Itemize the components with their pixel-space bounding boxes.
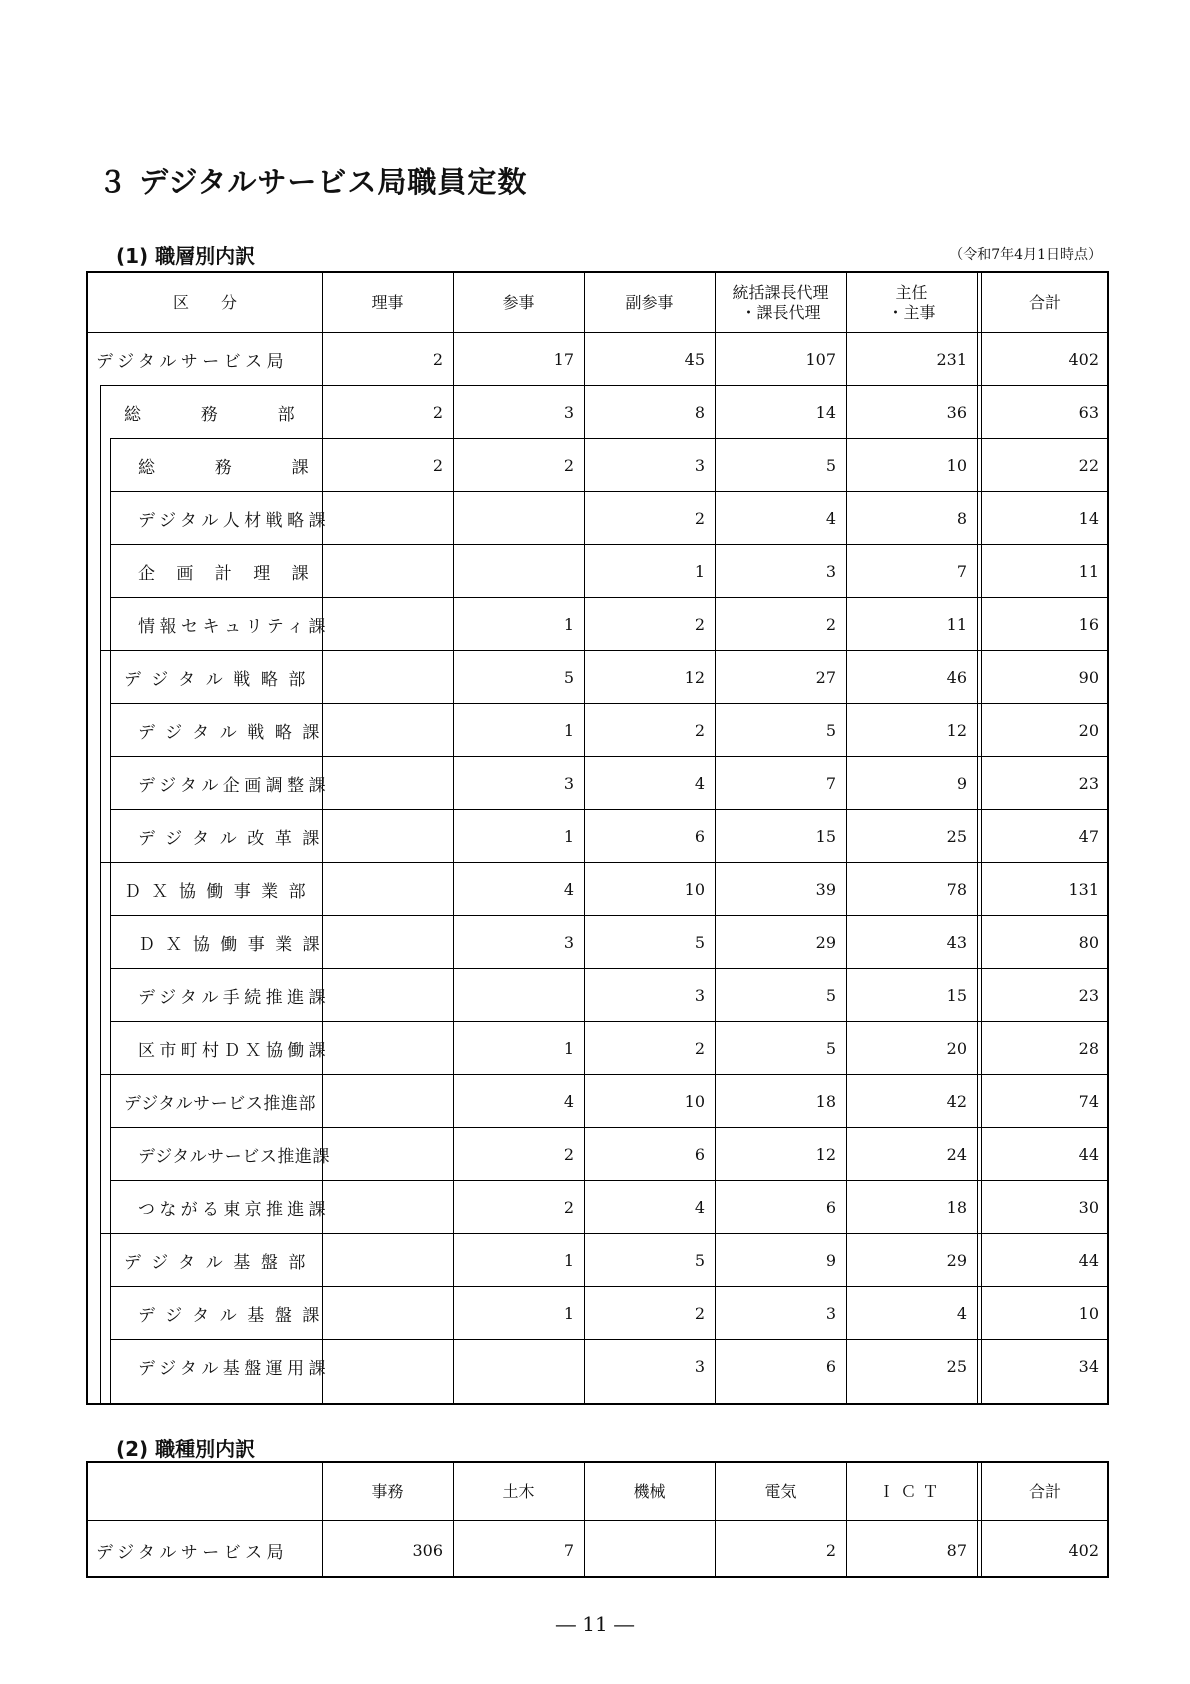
value-cell: 30: [1078, 1198, 1099, 1217]
value-cell: 10: [684, 1092, 705, 1111]
table-row: [100, 1074, 1107, 1128]
value-cell: 29: [946, 1251, 967, 1270]
row-label: [124, 651, 320, 704]
value-cell: 29: [815, 933, 836, 952]
row-label: [124, 386, 320, 439]
value-cell: 107: [805, 350, 836, 369]
value-cell: 6: [694, 827, 705, 846]
table-row: [100, 1233, 1107, 1287]
table-row: [110, 1021, 1107, 1075]
value-cell: 3: [694, 1357, 705, 1376]
value-cell: 5: [694, 933, 705, 952]
value-cell: 14: [815, 403, 836, 422]
value-cell: 2: [432, 456, 443, 475]
section-1-title: (1) 職層別内訳: [116, 244, 256, 268]
value-cell: [322, 1181, 453, 1234]
value-cell: 5: [825, 1039, 836, 1058]
value-cell: 10: [1078, 1304, 1099, 1323]
row-label-text: デジタルサービス局: [96, 1543, 289, 1563]
value-cell: [322, 810, 453, 863]
value-cell: 1: [563, 615, 574, 634]
value-cell: 306: [412, 1541, 443, 1560]
value-cell: 9: [956, 774, 967, 793]
row-label: [96, 333, 292, 386]
value-cell: 11: [1078, 562, 1099, 581]
table-row: [110, 703, 1107, 757]
value-cell: 6: [825, 1357, 836, 1376]
row-label: [138, 810, 334, 863]
table-row: [88, 332, 1107, 386]
value-cell: 7: [825, 774, 836, 793]
table-row: [110, 915, 1107, 969]
value-cell: 5: [825, 456, 836, 475]
table-header: [88, 273, 1107, 333]
row-label: [138, 704, 334, 757]
value-cell: 2: [694, 1039, 705, 1058]
value-cell: 3: [825, 562, 836, 581]
value-cell: 9: [825, 1251, 836, 1270]
row-label: [138, 492, 334, 545]
table-row: [110, 544, 1107, 598]
header-blank: [88, 1463, 322, 1520]
value-cell: [322, 492, 453, 545]
header-fukusanji: 副参事: [625, 292, 674, 312]
tree-connector: [100, 385, 101, 1403]
value-cell: 4: [956, 1304, 967, 1323]
row-label: [138, 1287, 334, 1340]
header-ict: ＩＣＴ: [878, 1481, 945, 1501]
as-of-date: （令和7年4月1日時点）: [949, 247, 1102, 263]
value-cell: 44: [1078, 1145, 1099, 1164]
value-cell: 17: [553, 350, 574, 369]
value-cell: 1: [563, 827, 574, 846]
header-doboku: 土木: [502, 1481, 535, 1501]
value-cell: 3: [694, 986, 705, 1005]
value-cell: 4: [694, 1198, 705, 1217]
header-kikai: 機械: [633, 1481, 666, 1501]
value-cell: [453, 969, 584, 1022]
value-cell: 4: [694, 774, 705, 793]
value-cell: 8: [694, 403, 705, 422]
value-cell: 74: [1078, 1092, 1099, 1111]
row-label-text: つながる東京推進課: [138, 1200, 330, 1220]
table-row: [110, 968, 1107, 1022]
value-cell: 1: [694, 562, 705, 581]
tree-connector: [110, 438, 111, 1403]
value-cell: 24: [946, 1145, 967, 1164]
header-kacho-dairi: 統括課長代理 ・課長代理: [732, 282, 829, 322]
row-label-text: デジタル戦略課: [138, 723, 330, 743]
row-label-text: ＤＸ協働事業課: [138, 935, 331, 955]
row-label-text: 総 務 部: [124, 405, 316, 425]
value-cell: [453, 1340, 584, 1393]
value-cell: [453, 492, 584, 545]
row-label: [124, 1234, 320, 1287]
value-cell: 15: [815, 827, 836, 846]
row-label: [138, 969, 334, 1022]
value-cell: 131: [1068, 880, 1099, 899]
row-label-text: デジタル戦略部: [124, 670, 316, 690]
value-cell: [322, 598, 453, 651]
table-row: [110, 809, 1107, 863]
table-row: [110, 1339, 1107, 1393]
value-cell: [322, 651, 453, 704]
row-label: [124, 863, 320, 916]
row-label-text: ＤＸ協働事業部: [124, 882, 317, 902]
row-label: [96, 1521, 292, 1580]
value-cell: 39: [815, 880, 836, 899]
value-cell: [322, 1075, 453, 1128]
row-label: [138, 598, 334, 651]
row-label: [138, 757, 334, 810]
value-cell: [322, 1340, 453, 1393]
value-cell: [322, 863, 453, 916]
row-label-text: デジタル人材戦略課: [138, 511, 331, 531]
header-total: 合計: [1028, 292, 1061, 312]
value-cell: 2: [694, 509, 705, 528]
value-cell: 3: [825, 1304, 836, 1323]
value-cell: 22: [1078, 456, 1099, 475]
row-label-text: 区市町村ＤＸ協働課: [138, 1041, 330, 1061]
value-cell: 44: [1078, 1251, 1099, 1270]
value-cell: 4: [825, 509, 836, 528]
table-row: [100, 385, 1107, 439]
value-cell: 5: [825, 986, 836, 1005]
value-cell: 5: [825, 721, 836, 740]
row-label: [124, 1075, 320, 1128]
value-cell: 3: [563, 933, 574, 952]
table-header: [88, 1463, 1107, 1521]
row-label-text: デジタル企画調整課: [138, 776, 331, 796]
value-cell: 63: [1078, 403, 1099, 422]
value-cell: 27: [815, 668, 836, 687]
value-cell: 15: [946, 986, 967, 1005]
row-label-text: デジタルサービス局: [96, 352, 289, 372]
value-cell: [584, 1521, 715, 1580]
header-category: 区 分: [172, 292, 237, 312]
value-cell: 45: [684, 350, 705, 369]
value-cell: 4: [563, 1092, 574, 1111]
row-label: [138, 545, 334, 598]
value-cell: 78: [946, 880, 967, 899]
value-cell: 25: [946, 827, 967, 846]
header-total: 合計: [1028, 1481, 1061, 1501]
value-cell: 11: [946, 615, 967, 634]
value-cell: [322, 704, 453, 757]
table-row: [100, 650, 1107, 704]
value-cell: 10: [684, 880, 705, 899]
row-label: [138, 1181, 334, 1234]
value-cell: [322, 1234, 453, 1287]
value-cell: [453, 545, 584, 598]
value-cell: 18: [815, 1092, 836, 1111]
row-label: [138, 439, 334, 492]
value-cell: 2: [825, 615, 836, 634]
page-title: ３ デジタルサービス局職員定数: [98, 165, 528, 199]
value-cell: 2: [694, 1304, 705, 1323]
row-label-text: デジタル基盤課: [138, 1306, 330, 1326]
value-cell: 1: [563, 721, 574, 740]
table-row: [100, 862, 1107, 916]
table-row: [110, 1127, 1107, 1181]
value-cell: 1: [563, 1251, 574, 1270]
value-cell: 25: [946, 1357, 967, 1376]
table-row: [110, 597, 1107, 651]
value-cell: [322, 545, 453, 598]
value-cell: 43: [946, 933, 967, 952]
value-cell: 1: [563, 1304, 574, 1323]
value-cell: 34: [1078, 1357, 1099, 1376]
row-label: [138, 1128, 334, 1181]
value-cell: 80: [1078, 933, 1099, 952]
header-jimu: 事務: [371, 1481, 404, 1501]
table-row: [110, 1286, 1107, 1340]
table-row: [110, 756, 1107, 810]
value-cell: 16: [1078, 615, 1099, 634]
value-cell: 402: [1068, 1541, 1099, 1560]
value-cell: [322, 916, 453, 969]
staff-by-job-type-table: [86, 1461, 1109, 1578]
value-cell: 2: [432, 403, 443, 422]
row-label-text: 企画計理課: [138, 564, 330, 584]
value-cell: 12: [946, 721, 967, 740]
value-cell: [322, 1287, 453, 1340]
table-row: [110, 491, 1107, 545]
value-cell: 12: [815, 1145, 836, 1164]
value-cell: 36: [946, 403, 967, 422]
row-label-text: デジタルサービス推進課: [138, 1147, 331, 1167]
row-label-text: 情報セキュリティ課: [138, 617, 330, 637]
row-label-text: 総 務 課: [138, 458, 330, 478]
value-cell: 6: [825, 1198, 836, 1217]
value-cell: 23: [1078, 774, 1099, 793]
value-cell: 3: [563, 774, 574, 793]
section-2-title: (2) 職種別内訳: [116, 1437, 256, 1461]
value-cell: 4: [563, 880, 574, 899]
row-label-text: デジタル基盤部: [124, 1253, 316, 1273]
value-cell: 3: [694, 456, 705, 475]
value-cell: 8: [956, 509, 967, 528]
value-cell: 20: [1078, 721, 1099, 740]
value-cell: 3: [563, 403, 574, 422]
table-row: [110, 438, 1107, 492]
header-shunin: 主任 ・主事: [887, 282, 936, 322]
value-cell: 2: [563, 1198, 574, 1217]
value-cell: 14: [1078, 509, 1099, 528]
value-cell: 402: [1068, 350, 1099, 369]
value-cell: 2: [825, 1541, 836, 1560]
header-denki: 電気: [764, 1481, 797, 1501]
value-cell: 2: [432, 350, 443, 369]
table-row: [110, 1180, 1107, 1234]
value-cell: 2: [694, 615, 705, 634]
value-cell: 10: [946, 456, 967, 475]
row-label: [138, 1340, 334, 1393]
header-riji: 理事: [371, 292, 404, 312]
row-label: [138, 916, 334, 969]
value-cell: [322, 1022, 453, 1075]
table-row: [88, 1520, 1107, 1580]
value-cell: 46: [946, 668, 967, 687]
value-cell: 20: [946, 1039, 967, 1058]
value-cell: 5: [694, 1251, 705, 1270]
value-cell: 1: [563, 1039, 574, 1058]
value-cell: [322, 1128, 453, 1181]
value-cell: 7: [563, 1541, 574, 1560]
value-cell: 87: [946, 1541, 967, 1560]
header-sanji: 参事: [502, 292, 535, 312]
value-cell: 18: [946, 1198, 967, 1217]
row-label: [138, 1022, 334, 1075]
value-cell: 23: [1078, 986, 1099, 1005]
value-cell: 90: [1078, 668, 1099, 687]
value-cell: 231: [936, 350, 967, 369]
value-cell: 6: [694, 1145, 705, 1164]
value-cell: 2: [563, 1145, 574, 1164]
row-label-text: デジタルサービス推進部: [124, 1094, 317, 1114]
row-label-text: デジタル手続推進課: [138, 988, 331, 1008]
page-number: ― 11 ―: [555, 1612, 635, 1636]
value-cell: [322, 969, 453, 1022]
value-cell: 2: [563, 456, 574, 475]
staff-by-rank-table: [86, 271, 1109, 1405]
value-cell: [322, 757, 453, 810]
value-cell: 2: [694, 721, 705, 740]
value-cell: 28: [1078, 1039, 1099, 1058]
row-label-text: デジタル基盤運用課: [138, 1359, 331, 1379]
value-cell: 5: [563, 668, 574, 687]
row-label-text: デジタル改革課: [138, 829, 330, 849]
value-cell: 7: [956, 562, 967, 581]
value-cell: 12: [684, 668, 705, 687]
value-cell: 47: [1078, 827, 1099, 846]
value-cell: 42: [946, 1092, 967, 1111]
